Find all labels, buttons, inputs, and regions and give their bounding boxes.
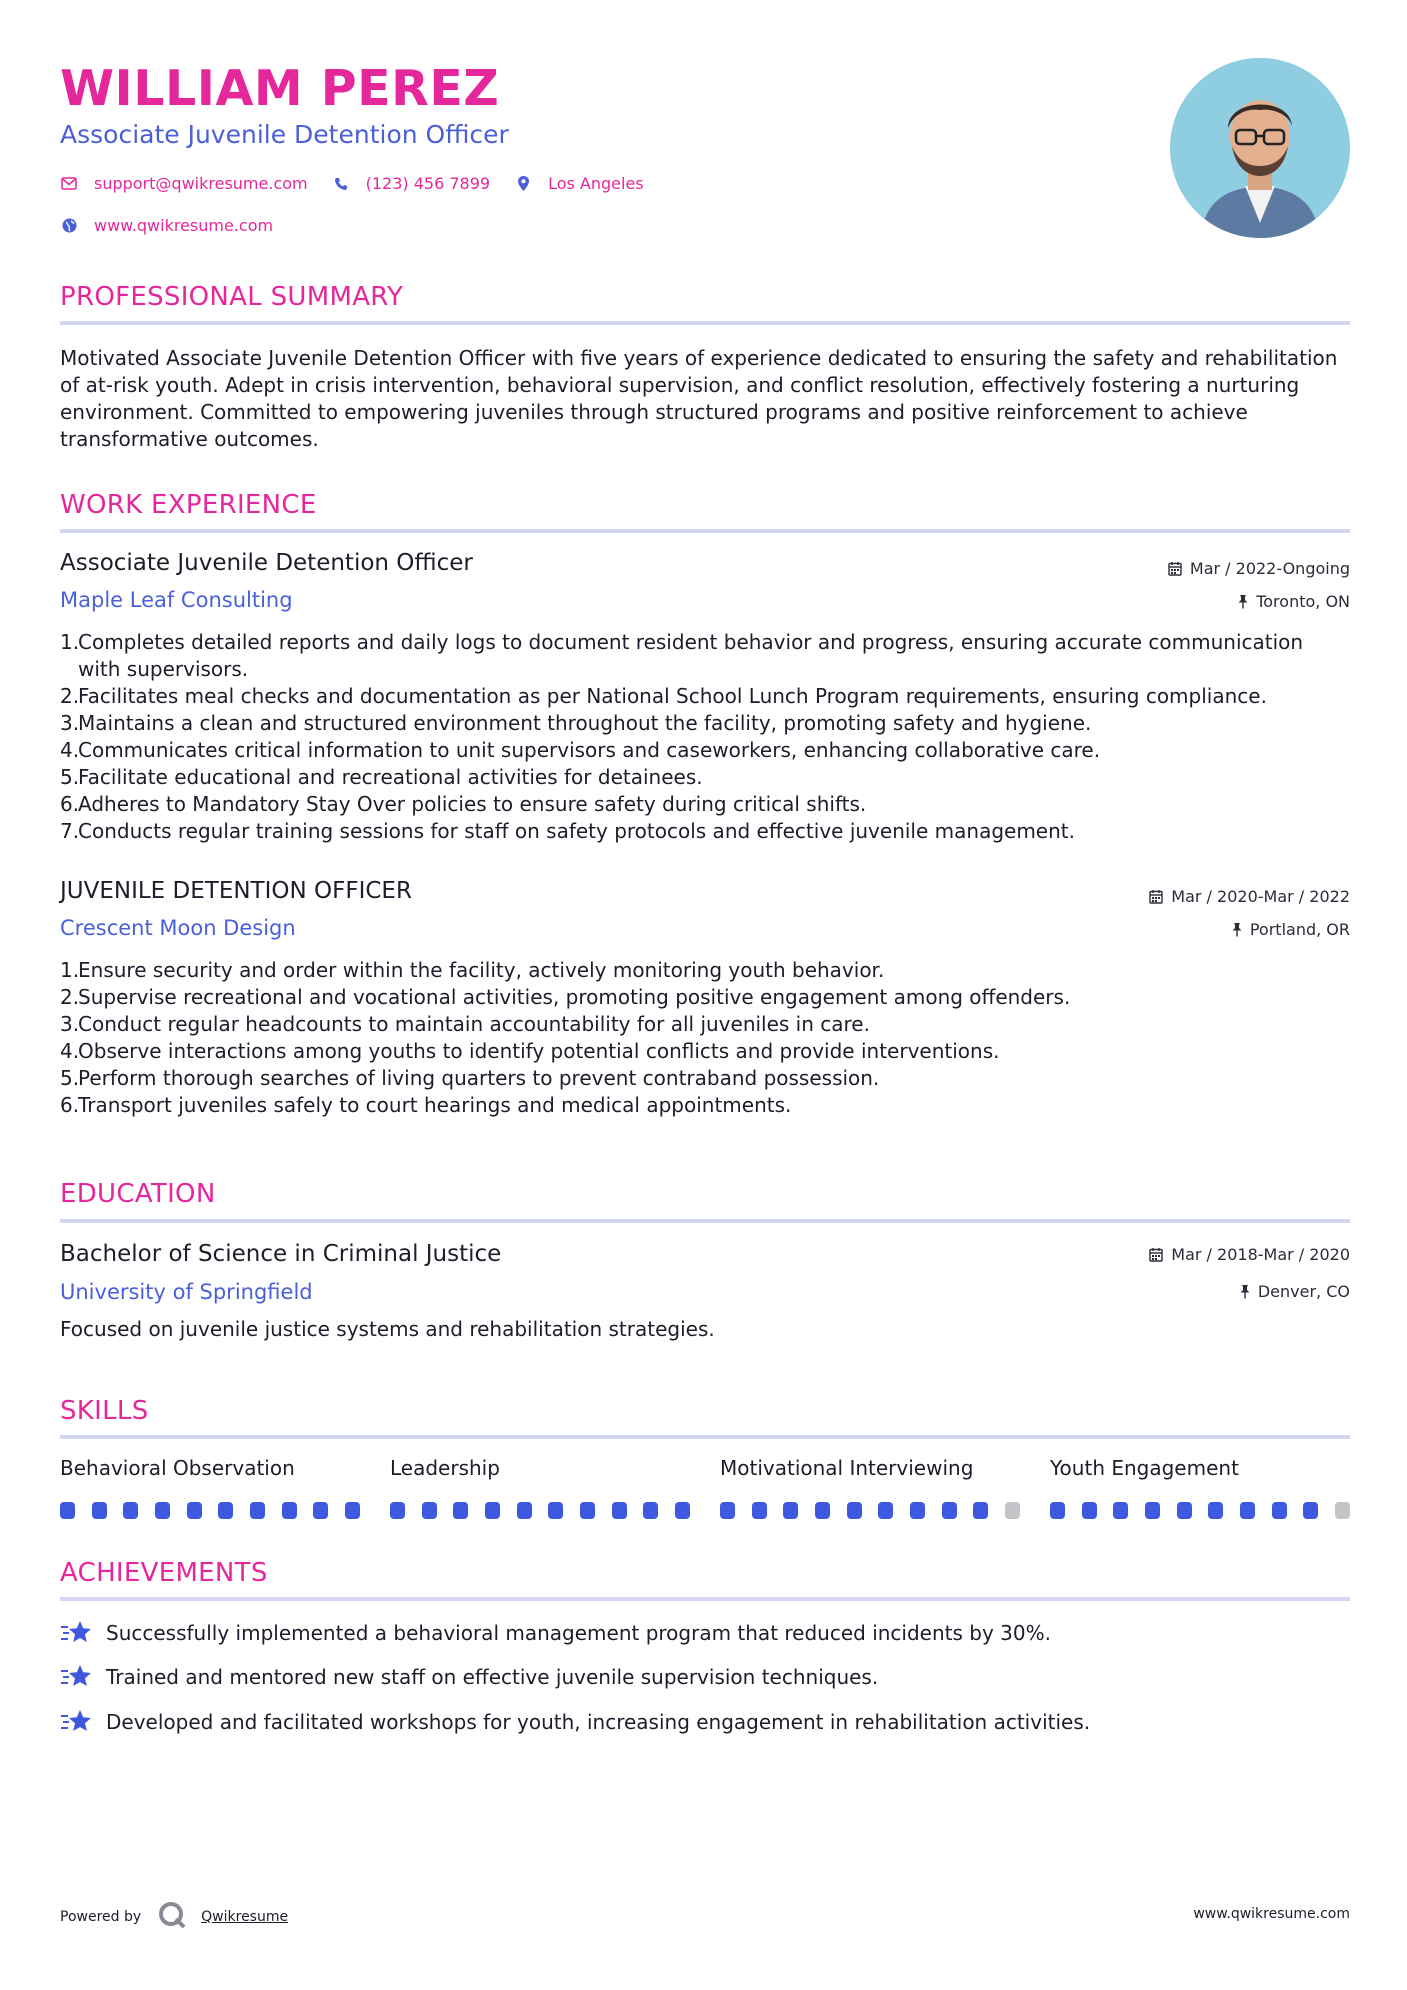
school-name: University of Springfield bbox=[60, 1280, 313, 1304]
section-title-skills: SKILLS bbox=[60, 1396, 149, 1426]
rating-dot-filled bbox=[1177, 1502, 1192, 1519]
list-item: 2. Supervise recreational and vocational activities, promoting positive engagement among offenders. bbox=[60, 985, 1071, 1009]
job-dates-text: Mar / 2020-Mar / 2022 bbox=[1171, 887, 1350, 906]
rating-dot-filled bbox=[1303, 1502, 1318, 1519]
rating-dot-filled bbox=[422, 1502, 437, 1519]
skill-name: Youth Engagement bbox=[1050, 1456, 1239, 1480]
calendar-icon bbox=[1149, 889, 1163, 904]
list-item: 3. Maintains a clean and structured environment throughout the facility, promoting safety and hygiene. bbox=[60, 711, 1092, 735]
job-company: Crescent Moon Design bbox=[60, 916, 296, 940]
list-item: 1. Completes detailed reports and daily logs to document resident behavior and progress, ensuring accurate communication with supervisors. bbox=[60, 630, 1304, 681]
education-dates bbox=[1149, 1245, 1350, 1264]
rating-dot-filled bbox=[1113, 1502, 1128, 1519]
star-badge-icon bbox=[60, 1708, 92, 1736]
rating-dot-filled bbox=[218, 1502, 233, 1519]
rating-dot-filled bbox=[453, 1502, 468, 1519]
list-item: 5. Perform thorough searches of living quarters to prevent contraband possession. bbox=[60, 1066, 880, 1090]
rating-dot-filled bbox=[847, 1502, 862, 1519]
rating-dot-filled bbox=[612, 1502, 627, 1519]
skill-rating bbox=[720, 1502, 1020, 1519]
job-location-text: Toronto, ON bbox=[1256, 592, 1350, 611]
rating-dot-filled bbox=[1082, 1502, 1097, 1519]
job-location bbox=[1232, 920, 1350, 939]
globe-icon bbox=[60, 217, 78, 235]
summary-text: Motivated Associate Juvenile Detention Officer with five years of experience dedicated to ensuring the safety and rehabilitation of at-risk youth. Adept in crisis intervention, behavioral supervision, and conflict resolution, effectively fostering a nurturing environment. Committed to empowering juveniles through structured programs and positive reinforcement to achieve transformative outcomes. bbox=[60, 346, 1338, 451]
rating-dot-filled bbox=[1272, 1502, 1287, 1519]
avatar bbox=[1170, 58, 1350, 238]
job-bullets bbox=[60, 629, 1350, 845]
section-divider bbox=[60, 1597, 1350, 1601]
section-divider bbox=[60, 321, 1350, 325]
skill-item bbox=[390, 1456, 690, 1519]
achievement-item bbox=[60, 1708, 1090, 1736]
list-item: 1. Ensure security and order within the facility, actively monitoring youth behavior. bbox=[60, 958, 885, 982]
education-location bbox=[1240, 1282, 1350, 1301]
rating-dot-filled bbox=[942, 1502, 957, 1519]
job-title: Associate Juvenile Detention Officer bbox=[60, 550, 473, 576]
list-item: 4. Communicates critical information to unit supervisors and caseworkers, enhancing collaborative care. bbox=[60, 738, 1101, 762]
footer-powered-by bbox=[60, 1900, 288, 1934]
list-item: 4. Observe interactions among youths to identify potential conflicts and provide interventions. bbox=[60, 1039, 1000, 1063]
location-text: Los Angeles bbox=[548, 174, 644, 193]
list-item: 6. Transport juveniles safely to court hearings and medical appointments. bbox=[60, 1093, 792, 1117]
rating-dot-filled bbox=[345, 1502, 360, 1519]
rating-dot-filled bbox=[783, 1502, 798, 1519]
list-item: 3. Conduct regular headcounts to maintain accountability for all juveniles in care. bbox=[60, 1012, 870, 1036]
rating-dot-filled bbox=[123, 1502, 138, 1519]
education-dates-text: Mar / 2018-Mar / 2020 bbox=[1171, 1245, 1350, 1264]
map-pin-icon bbox=[514, 175, 532, 193]
section-title-experience: WORK EXPERIENCE bbox=[60, 490, 317, 520]
skill-rating bbox=[1050, 1502, 1350, 1519]
section-title-achievements: ACHIEVEMENTS bbox=[60, 1558, 268, 1588]
list-item: 6. Adheres to Mandatory Stay Over policies to ensure safety during critical shifts. bbox=[60, 792, 867, 816]
rating-dot-filled bbox=[517, 1502, 532, 1519]
envelope-icon bbox=[60, 175, 78, 193]
contact-row-2 bbox=[60, 216, 297, 235]
rating-dot-filled bbox=[1208, 1502, 1223, 1519]
rating-dot-filled bbox=[92, 1502, 107, 1519]
list-item: 7. Conducts regular training sessions for staff on safety protocols and effective juvenile management. bbox=[60, 819, 1075, 843]
rating-dot-filled bbox=[643, 1502, 658, 1519]
qwikresume-link[interactable]: Qwikresume bbox=[201, 1909, 289, 1925]
phone-icon bbox=[332, 175, 350, 193]
rating-dot-filled bbox=[313, 1502, 328, 1519]
rating-dot-filled bbox=[878, 1502, 893, 1519]
rating-dot-filled bbox=[155, 1502, 170, 1519]
powered-by-label: Powered by bbox=[60, 1909, 142, 1925]
section-divider bbox=[60, 529, 1350, 533]
rating-dot-empty bbox=[1005, 1502, 1020, 1519]
rating-dot-filled bbox=[548, 1502, 563, 1519]
achievement-text: Trained and mentored new staff on effective juvenile supervision techniques. bbox=[106, 1665, 879, 1689]
degree-title: Bachelor of Science in Criminal Justice bbox=[60, 1241, 502, 1267]
email-text: support@qwikresume.com bbox=[94, 174, 308, 193]
job-title: JUVENILE DETENTION OFFICER bbox=[60, 878, 412, 904]
skill-rating bbox=[60, 1502, 360, 1519]
section-divider bbox=[60, 1435, 1350, 1439]
star-badge-icon bbox=[60, 1619, 92, 1647]
contact-website[interactable] bbox=[60, 216, 273, 235]
phone-text: (123) 456 7899 bbox=[365, 174, 491, 193]
list-item: 2. Facilitates meal checks and documentation as per National School Lunch Program requirements, ensuring compliance. bbox=[60, 684, 1267, 708]
achievement-text: Successfully implemented a behavioral management program that reduced incidents by 30%. bbox=[106, 1621, 1051, 1645]
contact-phone[interactable] bbox=[332, 174, 490, 193]
rating-dot-filled bbox=[815, 1502, 830, 1519]
skills-list bbox=[60, 1456, 1350, 1519]
achievement-item bbox=[60, 1619, 1051, 1647]
candidate-title: Associate Juvenile Detention Officer bbox=[60, 120, 509, 149]
rating-dot-filled bbox=[60, 1502, 75, 1519]
footer-url[interactable]: www.qwikresume.com bbox=[1193, 1906, 1350, 1922]
rating-dot-filled bbox=[720, 1502, 735, 1519]
skill-name: Leadership bbox=[390, 1456, 500, 1480]
education-location-text: Denver, CO bbox=[1257, 1282, 1350, 1301]
skill-item bbox=[720, 1456, 1020, 1519]
qwikresume-logo-icon bbox=[157, 1900, 187, 1934]
candidate-name: WILLIAM PEREZ bbox=[60, 60, 500, 117]
rating-dot-filled bbox=[910, 1502, 925, 1519]
rating-dot-filled bbox=[1145, 1502, 1160, 1519]
calendar-icon bbox=[1149, 1247, 1163, 1262]
rating-dot-filled bbox=[1050, 1502, 1065, 1519]
skill-item bbox=[1050, 1456, 1350, 1519]
pushpin-icon bbox=[1232, 922, 1242, 937]
job-company: Maple Leaf Consulting bbox=[60, 588, 293, 612]
skill-rating bbox=[390, 1502, 690, 1519]
skill-name: Motivational Interviewing bbox=[720, 1456, 974, 1480]
contact-email[interactable] bbox=[60, 174, 308, 193]
job-dates bbox=[1149, 887, 1350, 906]
pushpin-icon bbox=[1238, 594, 1248, 609]
achievement-text: Developed and facilitated workshops for youth, increasing engagement in rehabilitation activities. bbox=[106, 1710, 1091, 1734]
rating-dot-filled bbox=[187, 1502, 202, 1519]
job-bullets bbox=[60, 957, 1350, 1119]
rating-dot-filled bbox=[675, 1502, 690, 1519]
rating-dot-filled bbox=[390, 1502, 405, 1519]
rating-dot-filled bbox=[1240, 1502, 1255, 1519]
skill-item bbox=[60, 1456, 360, 1519]
job-location-text: Portland, OR bbox=[1249, 920, 1350, 939]
section-divider bbox=[60, 1219, 1350, 1223]
star-badge-icon bbox=[60, 1663, 92, 1691]
calendar-icon bbox=[1168, 561, 1182, 576]
rating-dot-filled bbox=[580, 1502, 595, 1519]
list-item: 5. Facilitate educational and recreational activities for detainees. bbox=[60, 765, 703, 789]
rating-dot-filled bbox=[485, 1502, 500, 1519]
job-dates bbox=[1168, 559, 1350, 578]
contact-row bbox=[60, 174, 668, 193]
rating-dot-filled bbox=[752, 1502, 767, 1519]
contact-location bbox=[514, 174, 644, 193]
rating-dot-filled bbox=[973, 1502, 988, 1519]
rating-dot-filled bbox=[282, 1502, 297, 1519]
section-title-summary: PROFESSIONAL SUMMARY bbox=[60, 282, 404, 312]
section-title-education: EDUCATION bbox=[60, 1179, 216, 1209]
rating-dot-empty bbox=[1335, 1502, 1350, 1519]
skill-name: Behavioral Observation bbox=[60, 1456, 295, 1480]
pushpin-icon bbox=[1240, 1284, 1250, 1299]
achievement-item bbox=[60, 1663, 878, 1691]
education-description: Focused on juvenile justice systems and rehabilitation strategies. bbox=[60, 1317, 715, 1341]
rating-dot-filled bbox=[250, 1502, 265, 1519]
website-text: www.qwikresume.com bbox=[94, 216, 274, 235]
job-dates-text: Mar / 2022-Ongoing bbox=[1189, 559, 1350, 578]
job-location bbox=[1238, 592, 1350, 611]
